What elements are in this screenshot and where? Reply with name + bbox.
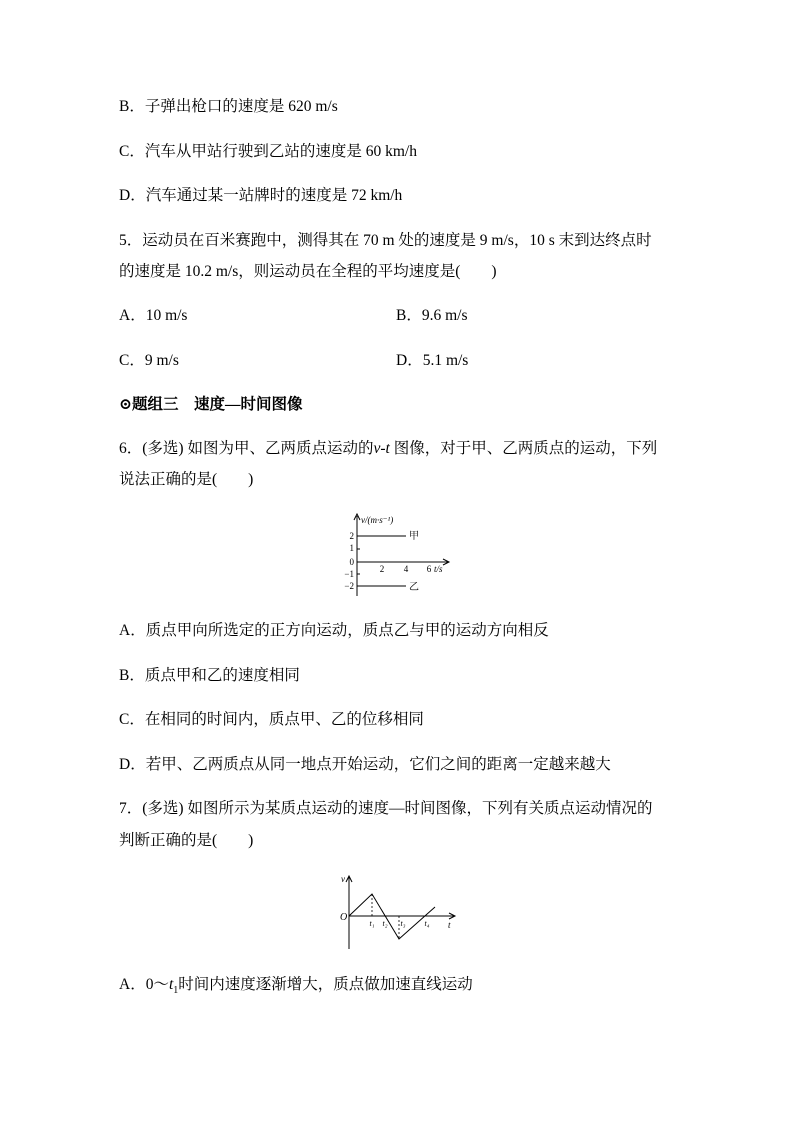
q6-stem-line2: 说法正确的是( )	[119, 471, 254, 488]
q7-origin-label: O	[340, 912, 348, 923]
q6-label-yi: 乙	[409, 582, 419, 593]
section-heading	[119, 395, 303, 415]
q6-option-c: C．在相同的时间内，质点甲、乙的位移相同	[119, 711, 424, 728]
q6-vt-graph	[340, 510, 470, 600]
q5-stem-line2: 的速度是 10.2 m/s，则运动员在全程的平均速度是( )	[119, 263, 497, 280]
q5-option-b: B．9.6 m/s	[396, 307, 468, 324]
q7-vt-graph	[337, 873, 467, 953]
q7-option-a	[119, 975, 473, 1001]
q6-xtick-4: 4	[403, 564, 409, 574]
q6-label-jia: 甲	[409, 531, 419, 542]
q7-t4-label: t₄	[424, 919, 430, 928]
q4-option-d: D．汽车通过某一站牌时的速度是 72 km/h	[119, 187, 403, 204]
q7-stem-line2: 判断正确的是( )	[119, 832, 254, 849]
q6-xtick-2: 2	[379, 564, 385, 574]
q7-option-a-pre: A．0～	[119, 976, 169, 993]
q6-stem-pre: 6．(多选) 如图为甲、乙两质点运动的	[119, 440, 374, 457]
q5-option-d: D．5.1 m/s	[396, 352, 469, 369]
q6-ytick-neg1: −1	[344, 569, 354, 579]
section-marker-icon: ⊙	[119, 396, 132, 413]
q6-option-a: A．质点甲向所选定的正方向运动，质点乙与甲的运动方向相反	[119, 622, 549, 639]
q6-option-b: B．质点甲和乙的速度相同	[119, 667, 300, 684]
q6-ytick-1: 1	[349, 543, 354, 553]
q7-stem-line1: 7．(多选) 如图所示为某质点运动的速度—时间图像，下列有关质点运动情况的	[119, 800, 653, 817]
section-title: 题组三 速度—时间图像	[132, 396, 303, 413]
q5-option-c: C．9 m/s	[119, 352, 179, 369]
q6-y-label: v/(m·s⁻¹)	[361, 515, 394, 525]
q7-y-label: v	[341, 874, 345, 884]
q7-t2-label: t₂	[382, 919, 388, 928]
q4-option-b: B．子弹出枪口的速度是 620 m/s	[119, 98, 338, 115]
q6-stem-var: v-t	[373, 440, 390, 457]
q6-ytick-neg2: −2	[344, 581, 354, 591]
q5-stem-line1: 5．运动员在百米赛跑中，测得其在 70 m 处的速度是 9 m/s，10 s 末到达终点时	[119, 232, 652, 249]
q6-stem-post: 图像，对于甲、乙两质点的运动，下列	[389, 440, 658, 457]
q6-option-d: D．若甲、乙两质点从同一地点开始运动，它们之间的距离一定越来越大	[119, 756, 611, 773]
q6-ytick-0: 0	[349, 557, 354, 567]
q6-stem-line1	[119, 439, 657, 459]
q6-xtick-6: 6	[426, 564, 432, 574]
q7-option-a-post: 时间内速度逐渐增大，质点做加速直线运动	[178, 976, 473, 993]
q7-option-a-var: t	[168, 976, 174, 993]
q4-option-c: C．汽车从甲站行驶到乙站的速度是 60 km/h	[119, 143, 417, 160]
q6-x-label: t/s	[434, 564, 443, 574]
q7-option-a-sub: 1	[173, 985, 179, 997]
q7-t3-label: t₃	[400, 919, 406, 928]
q5-option-a: A．10 m/s	[119, 307, 188, 324]
q7-x-label: t	[448, 920, 451, 930]
q6-ytick-2: 2	[349, 531, 354, 541]
q7-t1-label: t₁	[369, 919, 375, 928]
